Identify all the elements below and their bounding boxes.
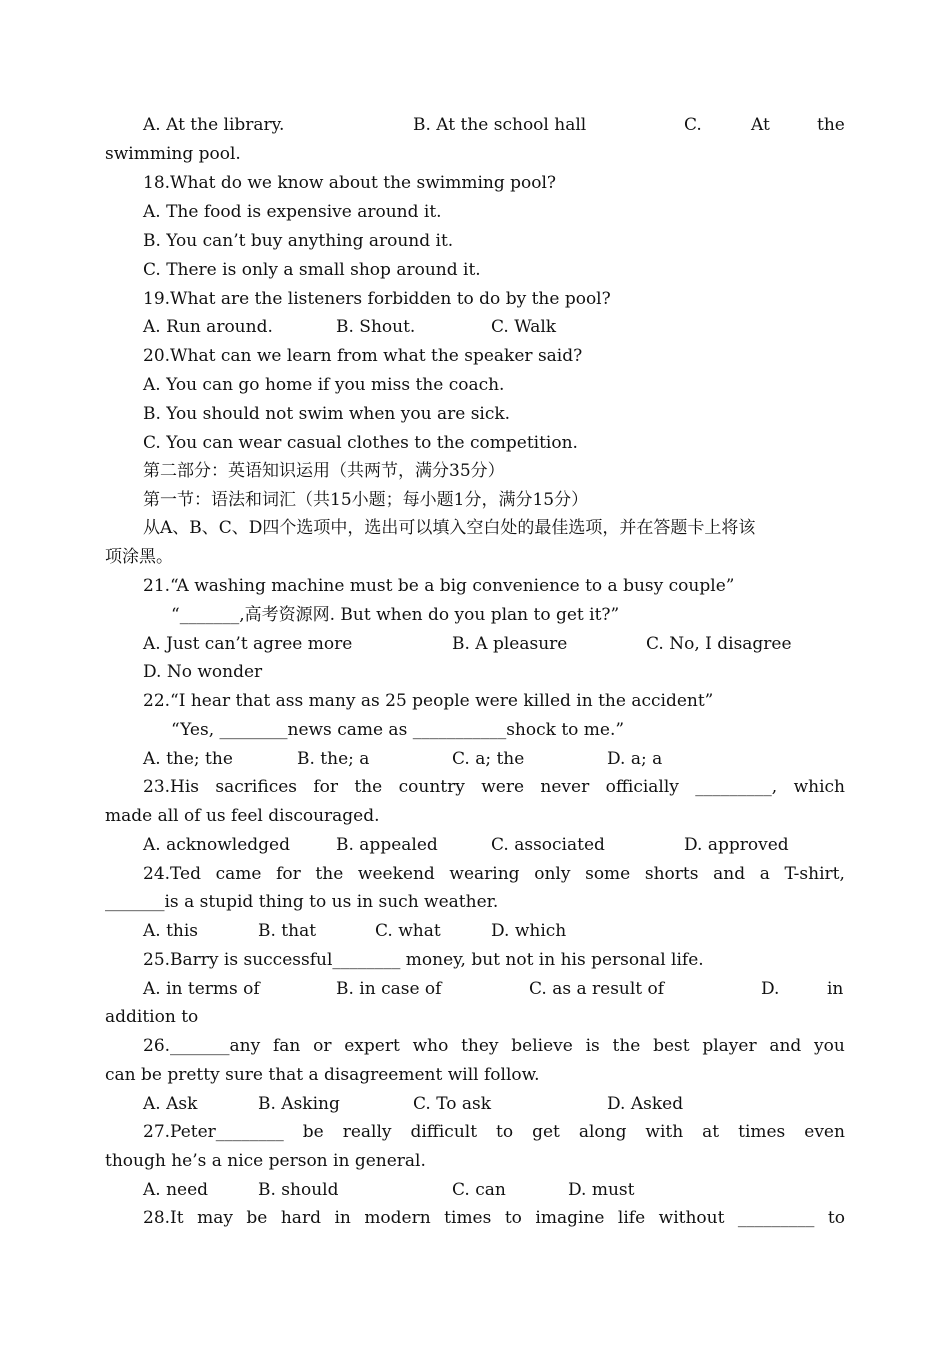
q22-option-d: D. a; a <box>607 749 663 769</box>
q28-word: in <box>334 1208 351 1228</box>
q28-word: life <box>617 1208 646 1228</box>
q24-word: shorts <box>644 864 699 884</box>
q27-word: get <box>532 1122 560 1142</box>
q26-word: best <box>653 1036 690 1056</box>
q26-word: player <box>702 1036 757 1056</box>
q26-option-c: C. To ask <box>413 1094 492 1114</box>
q24-word: the <box>315 864 344 884</box>
q18-option-c: C. There is only a small shop around it. <box>143 260 481 280</box>
q21-option-d: D. No wonder <box>143 662 263 682</box>
q23-option-b: B. appealed <box>336 835 438 855</box>
q21-option-a: A. Just can’t agree more <box>143 634 353 654</box>
question-24-continued: _______is a stupid thing to us in such weather. <box>105 892 499 912</box>
q17-option-c-label: C. <box>684 115 702 135</box>
q20-option-c: C. You can wear casual clothes to the competition. <box>143 433 578 453</box>
q22-option-b: B. the; a <box>297 749 370 769</box>
q26-word: you <box>814 1036 845 1056</box>
q24-word: came <box>215 864 262 884</box>
q18-option-a: A. The food is expensive around it. <box>143 202 442 222</box>
q26-word: expert <box>344 1036 400 1056</box>
q24-option-a: A. this <box>143 921 199 941</box>
q27-word: difficult <box>410 1122 478 1142</box>
q27-option-c: C. can <box>452 1180 506 1200</box>
q24-word: T-shirt, <box>784 864 845 884</box>
q28-word: times <box>444 1208 492 1228</box>
q22-options <box>105 745 845 774</box>
q24-options <box>105 917 845 946</box>
q19-option-b: B. Shout. <box>336 317 416 337</box>
q25-option-d-continued: addition to <box>105 1007 199 1027</box>
q23-option-a: A. acknowledged <box>143 835 290 855</box>
q26-word: is <box>585 1036 600 1056</box>
q17-option-a: A. At the library. <box>143 115 285 135</box>
question-20: 20.What can we learn from what the speaker said? <box>143 346 583 366</box>
question-19: 19.What are the listeners forbidden to do by the pool? <box>143 289 611 309</box>
instructions-line-1: 从A、B、C、D四个选项中，选出可以填入空白处的最佳选项，并在答题卡上将该 <box>143 518 756 538</box>
q24-word: some <box>585 864 631 884</box>
q17-option-c-continued: swimming pool. <box>105 144 241 164</box>
q27-word: with <box>645 1122 684 1142</box>
q24-word: for <box>276 864 301 884</box>
section-1-heading: 第一节：语法和词汇（共15小题；每小题1分，满分15分） <box>143 490 589 510</box>
q20-option-a: A. You can go home if you miss the coach. <box>143 375 505 395</box>
question-26 <box>105 1032 845 1061</box>
q26-word: believe <box>511 1036 573 1056</box>
q24-word: wearing <box>449 864 520 884</box>
question-28 <box>105 1204 845 1233</box>
q17-options <box>105 111 845 140</box>
q27-option-b: B. should <box>258 1180 339 1200</box>
q19-option-a: A. Run around. <box>143 317 273 337</box>
q28-word: 28.It <box>143 1208 184 1228</box>
q23-word: the <box>354 777 383 797</box>
q26-word: who <box>412 1036 449 1056</box>
q24-word: a <box>759 864 770 884</box>
q27-word: really <box>342 1122 392 1142</box>
q23-word: were <box>481 777 525 797</box>
q22-reply: “Yes, ________news came as ___________shock to me.” <box>171 720 625 740</box>
q27-options <box>105 1176 845 1205</box>
q27-word: be <box>302 1122 324 1142</box>
question-22: 22.“I hear that ass many as 25 people were killed in the accident” <box>143 691 714 711</box>
q25-option-d-label: D. <box>761 979 780 999</box>
q27-option-a: A. need <box>143 1180 209 1200</box>
q28-word: without <box>658 1208 725 1228</box>
question-26-continued: can be pretty sure that a disagreement will follow. <box>105 1065 540 1085</box>
q17-option-c-word1: At <box>751 115 770 135</box>
q21-option-c: C. No, I disagree <box>646 634 792 654</box>
q23-options <box>105 831 845 860</box>
q23-word: _________, <box>695 777 778 797</box>
q23-word: 23.His <box>143 777 200 797</box>
question-25: 25.Barry is successful________ money, but not in his personal life. <box>143 950 704 970</box>
q23-word: country <box>398 777 465 797</box>
question-23 <box>105 773 845 802</box>
q17-option-c-word2: the <box>817 115 845 135</box>
q21-reply: “_______,高考资源网. But when do you plan to get it?” <box>171 605 620 625</box>
q25-option-d-word: in <box>827 979 844 999</box>
question-18: 18.What do we know about the swimming pool? <box>143 173 557 193</box>
part-2-heading: 第二部分：英语知识运用（共两节，满分35分） <box>143 461 505 481</box>
q28-word: imagine <box>535 1208 605 1228</box>
q25-option-a: A. in terms of <box>143 979 260 999</box>
q28-word: to <box>827 1208 845 1228</box>
q23-word: which <box>793 777 845 797</box>
q28-word: _________ <box>737 1208 815 1228</box>
q25-option-b: B. in case of <box>336 979 442 999</box>
q26-option-a: A. Ask <box>143 1094 198 1114</box>
q18-option-b: B. You can’t buy anything around it. <box>143 231 454 251</box>
q26-word: the <box>612 1036 641 1056</box>
q27-word: to <box>496 1122 514 1142</box>
q21-option-b: B. A pleasure <box>452 634 568 654</box>
q23-word: never <box>540 777 590 797</box>
q27-word: along <box>578 1122 627 1142</box>
q22-option-c: C. a; the <box>452 749 525 769</box>
q26-word: fan <box>272 1036 301 1056</box>
question-23-continued: made all of us feel discouraged. <box>105 806 380 826</box>
q26-word: and <box>769 1036 802 1056</box>
q28-word: may <box>197 1208 233 1228</box>
q27-option-d: D. must <box>568 1180 635 1200</box>
question-24 <box>105 860 845 889</box>
q28-word: to <box>504 1208 522 1228</box>
q27-word: times <box>738 1122 786 1142</box>
q26-word: or <box>313 1036 332 1056</box>
q19-options <box>105 313 845 342</box>
q24-option-d: D. which <box>491 921 567 941</box>
q26-options <box>105 1090 845 1119</box>
q24-option-c: C. what <box>375 921 441 941</box>
q23-option-d: D. approved <box>684 835 789 855</box>
q26-option-d: D. Asked <box>607 1094 684 1114</box>
q24-word: 24.Ted <box>143 864 201 884</box>
q19-option-c: C. Walk <box>491 317 557 337</box>
q20-option-b: B. You should not swim when you are sick. <box>143 404 511 424</box>
q27-word: 27.Peter________ <box>143 1122 284 1142</box>
q23-word: officially <box>605 777 679 797</box>
q24-option-b: B. that <box>258 921 317 941</box>
instructions-line-2: 项涂黑。 <box>105 547 173 567</box>
q28-word: be <box>246 1208 268 1228</box>
q26-word: they <box>461 1036 499 1056</box>
question-27-continued: though he’s a nice person in general. <box>105 1151 426 1171</box>
question-21: 21.“A washing machine must be a big convenience to a busy couple” <box>143 576 735 596</box>
q27-word: at <box>702 1122 720 1142</box>
q26-option-b: B. Asking <box>258 1094 340 1114</box>
q23-word: sacrifices <box>215 777 297 797</box>
q23-option-c: C. associated <box>491 835 605 855</box>
q28-word: hard <box>280 1208 321 1228</box>
q27-word: even <box>804 1122 845 1142</box>
q25-option-c: C. as a result of <box>529 979 665 999</box>
q21-options <box>105 630 845 659</box>
q24-word: and <box>713 864 746 884</box>
q17-option-b: B. At the school hall <box>413 115 587 135</box>
q23-word: for <box>313 777 339 797</box>
q24-word: weekend <box>357 864 435 884</box>
question-27 <box>105 1118 845 1147</box>
q24-word: only <box>534 864 571 884</box>
q26-word: 26._______any <box>143 1036 261 1056</box>
q28-word: modern <box>364 1208 431 1228</box>
q22-option-a: A. the; the <box>143 749 233 769</box>
q25-options <box>105 975 845 1004</box>
